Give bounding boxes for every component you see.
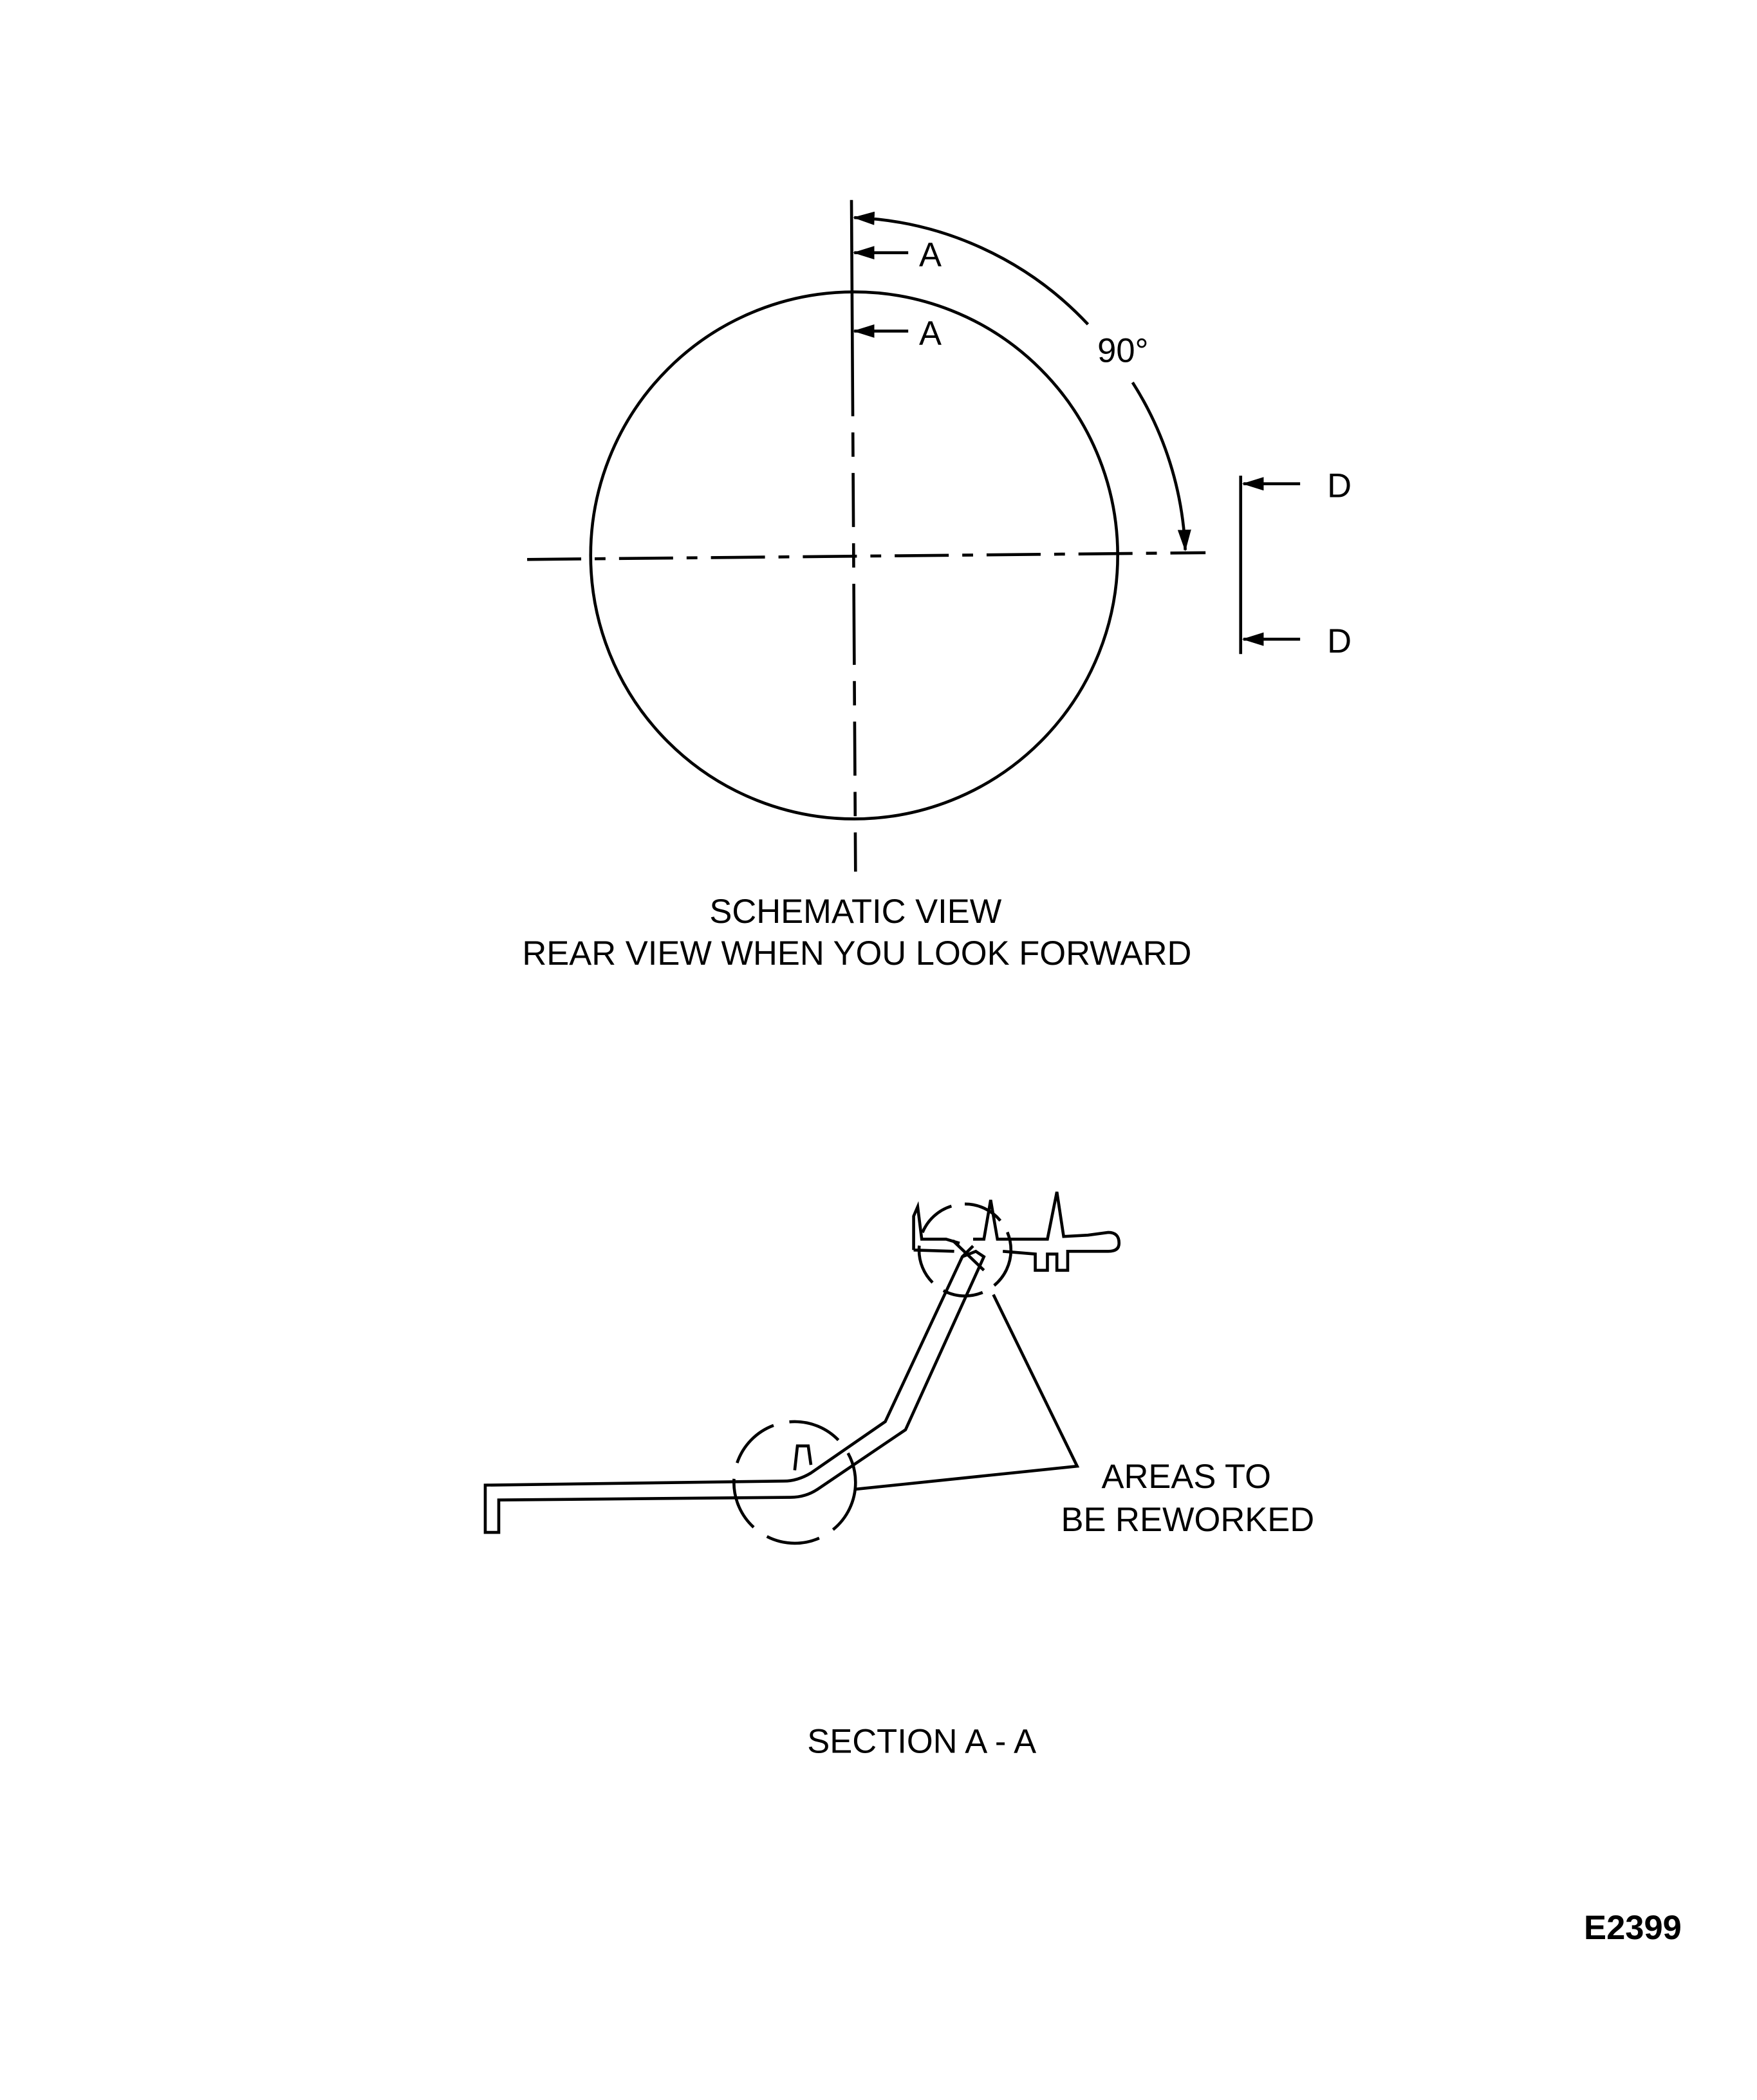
angle-label: 90° [1097,331,1149,370]
upper-rotor-rail [914,1192,1119,1270]
schematic-caption-line1: SCHEMATIC VIEW [709,893,1002,931]
angle-arc-upper [854,218,1088,324]
horizontal-centerline [527,553,1205,559]
section-title: SECTION A - A [807,1722,1037,1761]
section-marker-bottom: A [918,314,942,353]
vertical-centerline [851,200,855,872]
section-marker-top: A [918,236,942,274]
section-a-a-view [485,1192,1314,1760]
view-marker-bottom: D [1327,622,1352,661]
callout-line2: BE REWORKED [1061,1501,1315,1539]
callout-line1: AREAS TO [1101,1457,1271,1496]
lower-lug [795,1446,811,1471]
callout-leader-lines [855,1295,1077,1489]
view-marker-top: D [1327,467,1352,505]
schematic-view [522,200,1352,972]
schematic-caption-line2: REAR VIEW WHEN YOU LOOK FORWARD [522,934,1192,973]
angle-arc-lower [1133,382,1185,550]
figure-id: E2399 [1584,1909,1682,1947]
